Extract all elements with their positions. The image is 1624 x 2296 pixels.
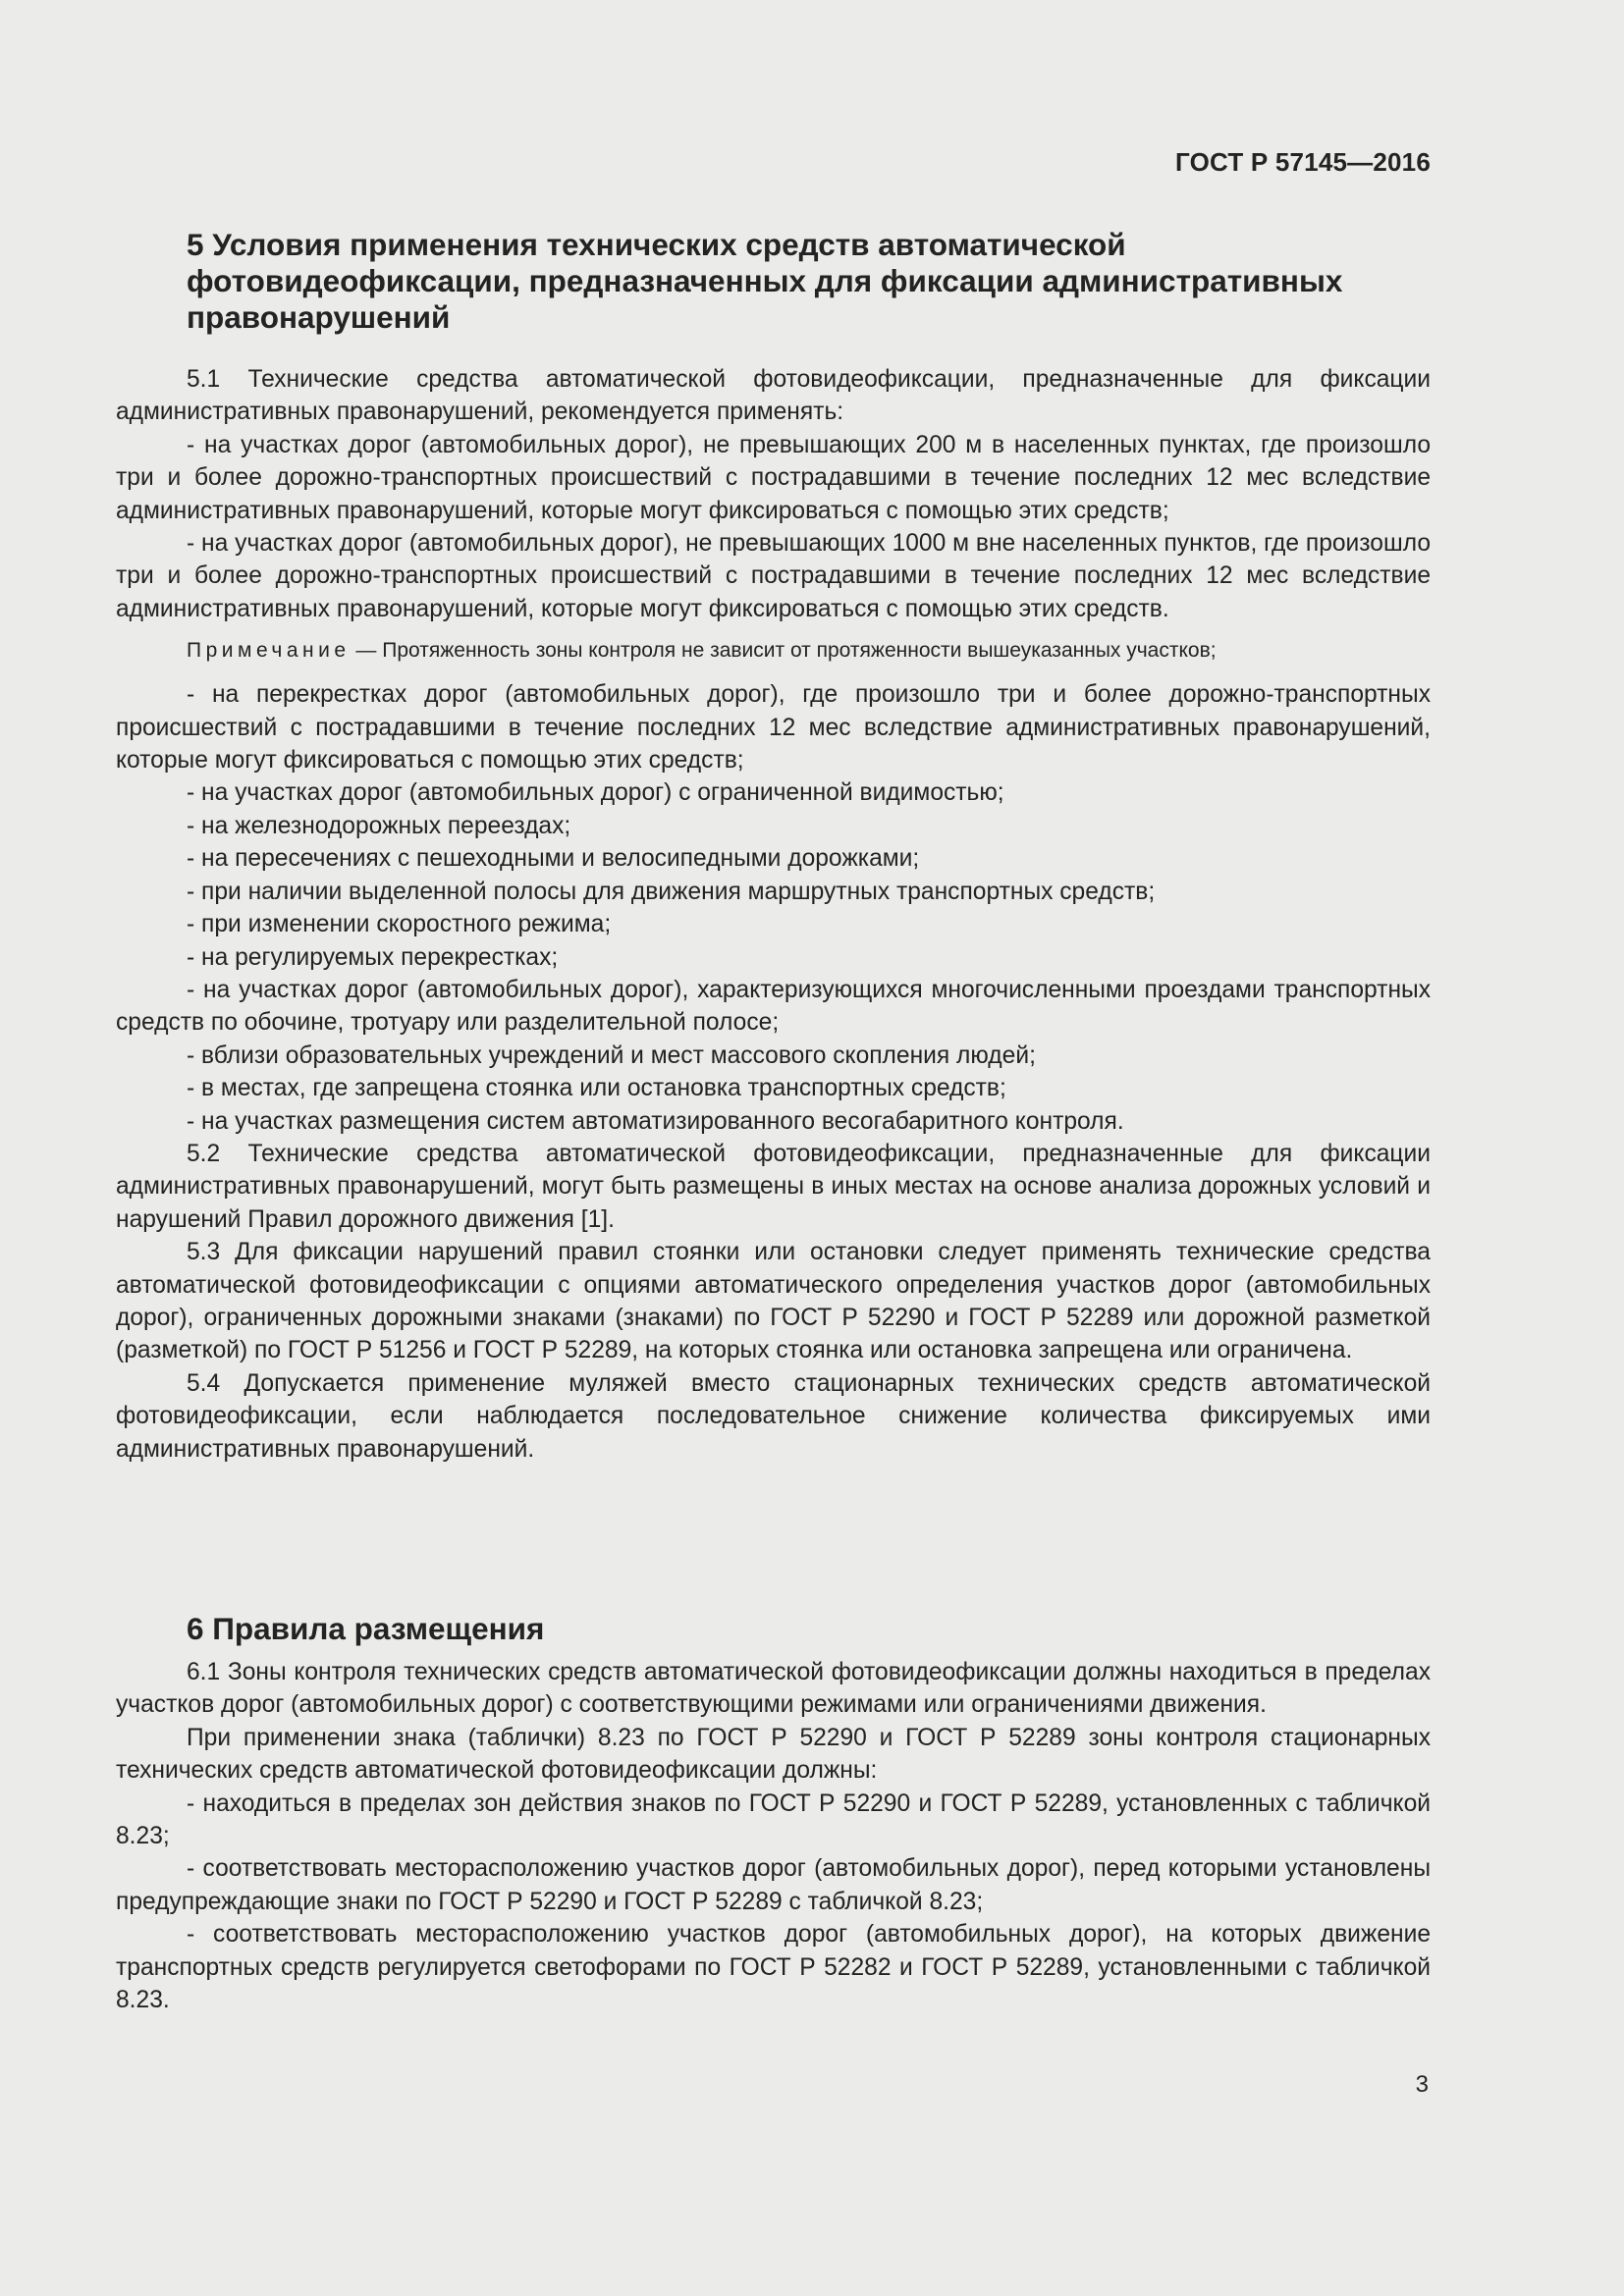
paragraph: 5.4 Допускается применение муляжей вместо стационарных технических средств автоматической фотовидеофиксации, если наблюдается последовательное снижение количества фиксируемых ими административных правонарушений. (116, 1369, 1431, 1463)
list-item: - в местах, где запрещена стоянка или остановка транспортных средств; (187, 1075, 1006, 1102)
list-item: - на участках дорог (автомобильных дорог), характеризующихся многочисленными проездами транспортных средств по обочине, тротуару или разделительной полосе; (116, 976, 1431, 1037)
paragraph: При применении знака (таблички) 8.23 по ГОСТ Р 52290 и ГОСТ Р 52289 зоны контроля стационарных технических средств автоматической фотовидеофиксации должны: (116, 1724, 1431, 1785)
list-item: - на железнодорожных переездах; (187, 812, 571, 839)
list-item: - соответствовать месторасположению участков дорог (автомобильных дорог), на которых движение транспортных средств регулируется светофорами по ГОСТ Р 52282 и ГОСТ Р 52289, установленными с табличкой 8.23. (116, 1921, 1431, 2014)
section-6-title: 6 Правила размещения (187, 1611, 545, 1646)
paragraph: 6.1 Зоны контроля технических средств автоматической фотовидеофиксации должны находиться в пределах участков дорог (автомобильных дорог) с соответствующими режимами или ограничениями движения. (116, 1659, 1431, 1719)
list-item: - находиться в пределах зон действия знаков по ГОСТ Р 52290 и ГОСТ Р 52289, установленных с табличкой 8.23; (116, 1789, 1431, 1850)
list-item: - соответствовать месторасположению участков дорог (автомобильных дорог), перед которыми установлены предупреждающие знаки по ГОСТ Р 52290 и ГОСТ Р 52289 с табличкой 8.23; (116, 1855, 1431, 1915)
list-item: - при наличии выделенной полосы для движения маршрутных транспортных средств; (187, 878, 1156, 905)
document-code: ГОСТ Р 57145—2016 (1175, 147, 1431, 177)
list-item: - на участках дорог (автомобильных дорог), не превышающих 1000 м вне населенных пунктов, где произошло три и более дорожно-транспортных происшествий с пострадавшими в течение последних 12 мес вследствие административных правонарушений, которые могут фиксироваться с помощью этих средств. (116, 530, 1431, 622)
section-5-body (116, 363, 1431, 1466)
note-label: Примечание (187, 639, 351, 663)
note-text: — Протяженность зоны контроля не зависит от протяженности вышеуказанных участков; (350, 639, 1217, 663)
list-item: - вблизи образовательных учреждений и мест массового скопления людей; (187, 1041, 1036, 1069)
list-item: - на участках размещения систем автоматизированного весогабаритного контроля. (187, 1107, 1124, 1135)
list-item: - на регулируемых перекрестках; (187, 943, 559, 971)
list-item: - на участках дорог (автомобильных дорог) с ограниченной видимостью; (187, 779, 1004, 807)
section-5-title: 5 Условия применения технических средств автоматической фотовидеофиксации, предназначенных для фиксации административных правонарушений (187, 227, 1343, 335)
list-item: - на участках дорог (автомобильных дорог), не превышающих 200 м в населенных пунктах, где произошло три и более дорожно-транспортных происшествий с пострадавшими в течение последних 12 мес вследствие административных правонарушений, которые могут фиксироваться с помощью этих средств; (116, 431, 1431, 524)
note (116, 637, 1431, 665)
page-number: 3 (1415, 2071, 1429, 2098)
section-6-body (116, 1656, 1431, 2016)
list-item: - при изменении скоростного режима; (187, 911, 612, 938)
paragraph: 5.3 Для фиксации нарушений правил стоянки или остановки следует применять технические средства автоматической фотовидеофиксации с опциями автоматического определения участков дорог (автомобильных дорог), ограниченных дорожными знаками (знаками) по ГОСТ Р 52290 и ГОСТ Р 52289 или дорожной разметкой (разметкой) по ГОСТ Р 51256 и ГОСТ Р 52289, на которых стоянка или остановка запрещена или ограничена. (116, 1239, 1431, 1364)
paragraph: 5.2 Технические средства автоматической фотовидеофиксации, предназначенные для фиксации административных правонарушений, могут быть размещены в иных местах на основе анализа дорожных условий и нарушений Правил дорожного движения [1]. (116, 1140, 1431, 1233)
list-item: - на перекрестках дорог (автомобильных дорог), где произошло три и более дорожно-транспортных происшествий с пострадавшими в течение последних 12 мес вследствие административных правонарушений, которые могут фиксироваться с помощью этих средств; (116, 681, 1431, 774)
list-item: - на пересечениях с пешеходными и велосипедными дорожками; (187, 845, 920, 873)
paragraph: 5.1 Технические средства автоматической фотовидеофиксации, предназначенные для фиксации административных правонарушений, рекомендуется применять: (116, 366, 1431, 426)
